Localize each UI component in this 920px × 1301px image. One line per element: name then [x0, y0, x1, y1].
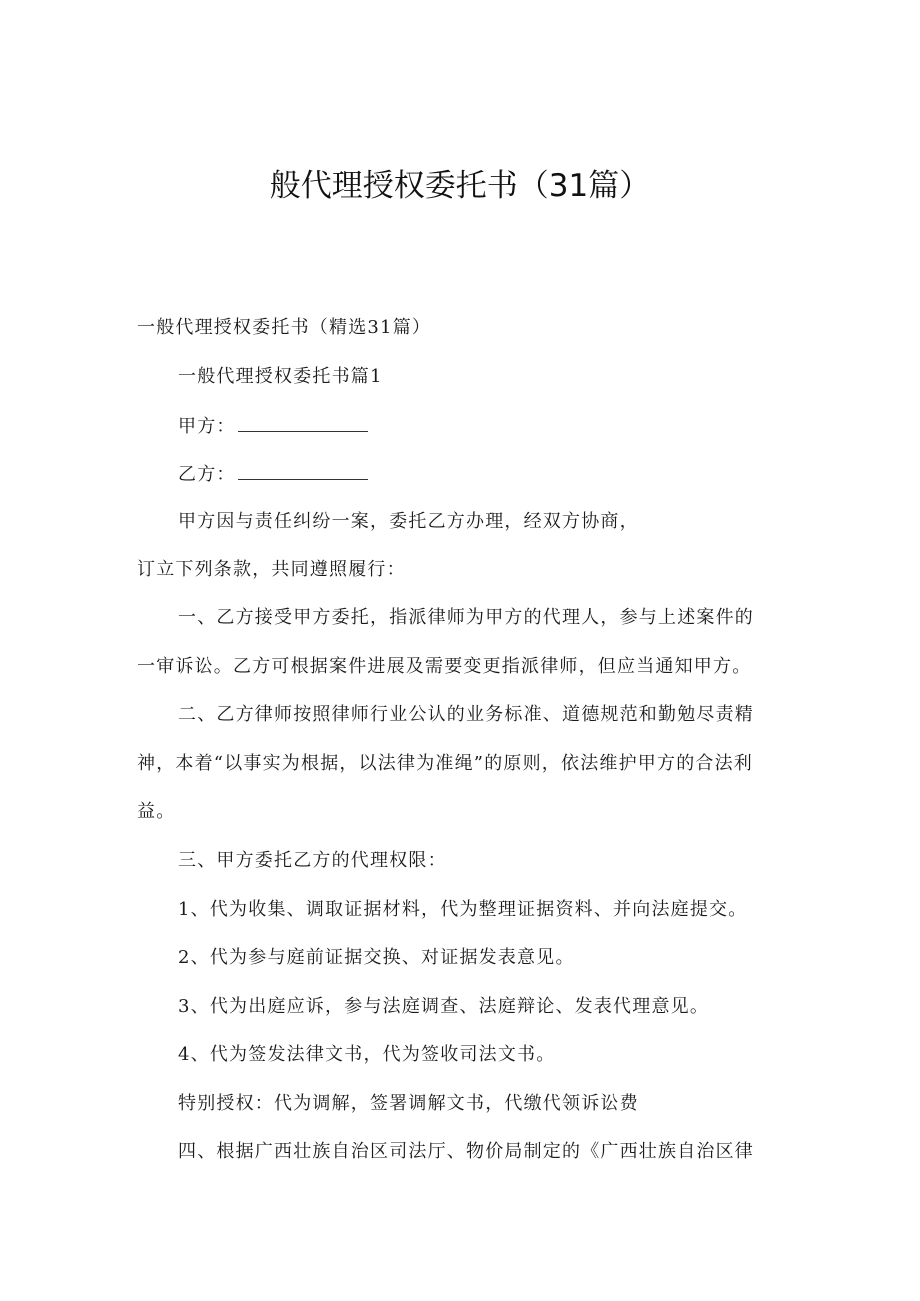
document-title: 般代理授权委托书（31篇）	[269, 168, 651, 204]
clause2-line1: 二、乙方律师按照律师行业公认的业务标准、道德规范和勤勉尽责精	[178, 704, 754, 725]
clause3-heading: 三、甲方委托乙方的代理权限：	[178, 850, 447, 871]
intro-paragraph-line2: 订立下列条款，共同遵照履行：	[137, 559, 406, 580]
party-a-blank	[238, 413, 368, 432]
authority-item-3: 3、代为出庭应诉，参与法庭调查、法庭辩论、发表代理意见。	[178, 996, 710, 1017]
authority-item-2: 2、代为参与庭前证据交换、对证据发表意见。	[178, 947, 575, 968]
party-a-line	[178, 413, 368, 439]
clause4-line1: 四、根据广西壮族自治区司法厅、物价局制定的《广西壮族自治区律	[178, 1141, 754, 1162]
clause1-line1: 一、乙方接受甲方委托，指派律师为甲方的代理人，参与上述案件的	[178, 607, 754, 628]
party-b-line	[178, 461, 368, 487]
authority-item-4: 4、代为签发法律文书，代为签收司法文书。	[178, 1044, 556, 1065]
party-b-blank	[238, 461, 368, 480]
document-subtitle: 一般代理授权委托书（精选31篇）	[137, 317, 432, 338]
section-heading: 一般代理授权委托书篇1	[178, 366, 383, 387]
clause2-line2: 神，本着“以事实为根据，以法律为准绳”的原则，依法维护甲方的合法利	[137, 753, 754, 774]
authority-item-1: 1、代为收集、调取证据材料，代为整理证据资料、并向法庭提交。	[178, 899, 748, 920]
special-authorization: 特别授权：代为调解，签署调解文书，代缴代领诉讼费	[178, 1093, 639, 1114]
party-b-label: 乙方：	[178, 464, 236, 485]
intro-paragraph-line1: 甲方因与责任纠纷一案，委托乙方办理，经双方协商，	[178, 511, 639, 532]
party-a-label: 甲方：	[178, 416, 236, 437]
clause1-line2: 一审诉讼。乙方可根据案件进展及需要变更指派律师，但应当通知甲方。	[137, 656, 752, 677]
clause2-line3: 益。	[137, 801, 176, 822]
